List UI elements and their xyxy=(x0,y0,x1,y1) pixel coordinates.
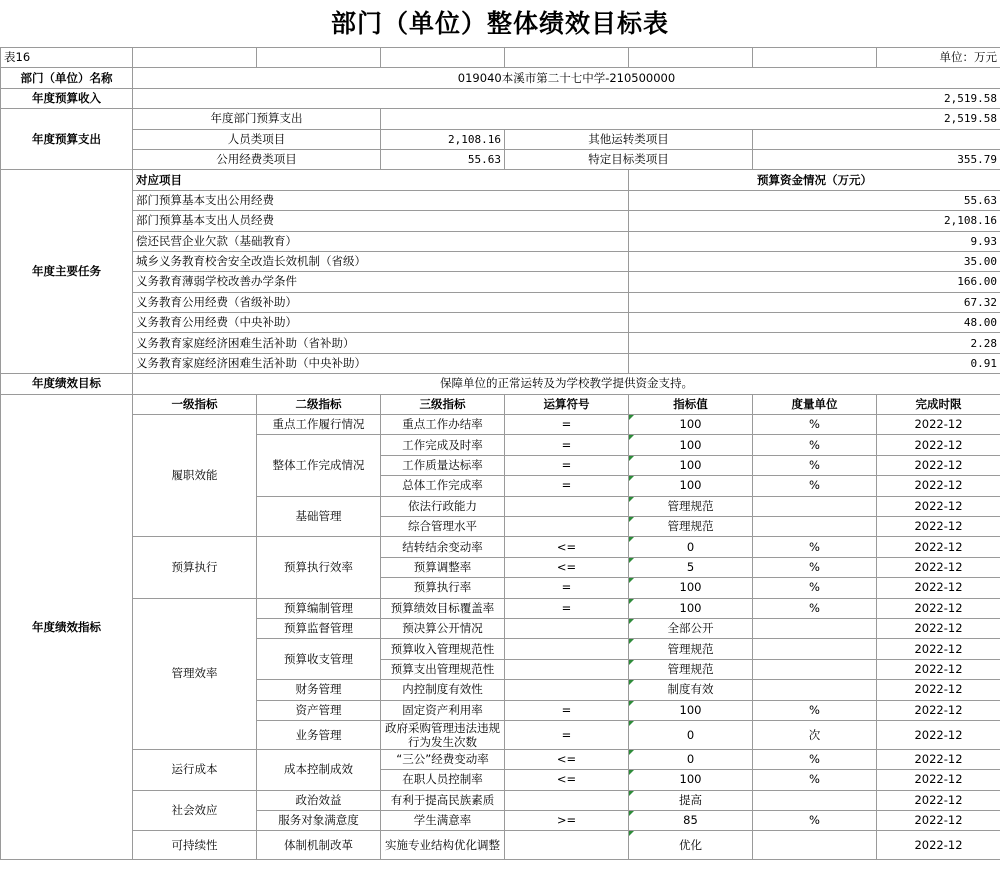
unit-label: 单位：万元 xyxy=(877,48,1000,68)
operator-cell: = xyxy=(505,476,629,496)
value-cell: 提高 xyxy=(629,790,753,810)
deadline-cell: 2022-12 xyxy=(877,659,1000,679)
tasks-label: 年度主要任务 xyxy=(1,170,133,374)
goal-row xyxy=(1,374,1000,394)
unit-cell: % xyxy=(753,557,877,577)
value-cell: 管理规范 xyxy=(629,659,753,679)
task-name: 义务教育家庭经济困难生活补助（省补助） xyxy=(133,333,629,353)
deadline-cell: 2022-12 xyxy=(877,770,1000,790)
task-value: 35.00 xyxy=(629,251,1000,271)
operator-cell xyxy=(505,516,629,536)
task-row xyxy=(1,251,1000,271)
col-header: 三级指标 xyxy=(381,394,505,414)
task-row xyxy=(1,272,1000,292)
operator-cell: = xyxy=(505,455,629,475)
level1-cell: 预算执行 xyxy=(133,537,257,598)
deadline-cell: 2022-12 xyxy=(877,537,1000,557)
task-value: 2.28 xyxy=(629,333,1000,353)
operator-cell xyxy=(505,680,629,700)
deadline-cell: 2022-12 xyxy=(877,435,1000,455)
col-header: 二级指标 xyxy=(257,394,381,414)
value-cell: 管理规范 xyxy=(629,639,753,659)
task-name: 城乡义务教育校舍安全改造长效机制（省级） xyxy=(133,251,629,271)
unit-cell: % xyxy=(753,435,877,455)
task-name: 偿还民营企业欠款（基础教育） xyxy=(133,231,629,251)
value-cell: 全部公开 xyxy=(629,618,753,638)
operator-cell: = xyxy=(505,598,629,618)
level3-cell: 政府采购管理违法违规行为发生次数 xyxy=(381,720,505,749)
level3-cell: 预算绩效目标覆盖率 xyxy=(381,598,505,618)
level3-cell: 在职人员控制率 xyxy=(381,770,505,790)
indicator-row xyxy=(1,415,1000,435)
level3-cell: 总体工作完成率 xyxy=(381,476,505,496)
operator-cell xyxy=(505,831,629,860)
other-label: 其他运转类项目 xyxy=(505,129,753,149)
task-name: 义务教育公用经费（省级补助） xyxy=(133,292,629,312)
task-value: 55.63 xyxy=(629,190,1000,210)
level2-cell: 预算执行效率 xyxy=(257,537,381,598)
deadline-cell: 2022-12 xyxy=(877,749,1000,769)
deadline-cell: 2022-12 xyxy=(877,455,1000,475)
income-label: 年度预算收入 xyxy=(1,88,133,108)
col-header: 一级指标 xyxy=(133,394,257,414)
task-row xyxy=(1,333,1000,353)
level2-cell: 预算收支管理 xyxy=(257,639,381,680)
deadline-cell: 2022-12 xyxy=(877,578,1000,598)
task-row xyxy=(1,231,1000,251)
value-cell: 100 xyxy=(629,598,753,618)
value-cell: 100 xyxy=(629,700,753,720)
unit-name-label: 部门（单位）名称 xyxy=(1,68,133,88)
level3-cell: 综合管理水平 xyxy=(381,516,505,536)
task-name: 义务教育薄弱学校改善办学条件 xyxy=(133,272,629,292)
task-row xyxy=(1,292,1000,312)
operator-cell xyxy=(505,659,629,679)
operator-cell xyxy=(505,618,629,638)
unit-cell xyxy=(753,831,877,860)
task-row xyxy=(1,313,1000,333)
value-cell: 100 xyxy=(629,455,753,475)
unit-cell: % xyxy=(753,770,877,790)
dept-expense-label: 年度部门预算支出 xyxy=(133,109,381,129)
operator-cell: = xyxy=(505,700,629,720)
table-number: 表16 xyxy=(1,48,133,68)
goal-text: 保障单位的正常运转及为学校教学提供资金支持。 xyxy=(133,374,1000,394)
unit-cell xyxy=(753,618,877,638)
level1-cell: 社会效应 xyxy=(133,790,257,831)
operator-cell: <= xyxy=(505,770,629,790)
level3-cell: 重点工作办结率 xyxy=(381,415,505,435)
value-cell: 管理规范 xyxy=(629,496,753,516)
expense-label: 年度预算支出 xyxy=(1,109,133,170)
level3-cell: 实施专业结构优化调整 xyxy=(381,831,505,860)
level3-cell: 有利于提高民族素质 xyxy=(381,790,505,810)
expense-row xyxy=(1,129,1000,149)
operator-cell: <= xyxy=(505,557,629,577)
deadline-cell: 2022-12 xyxy=(877,790,1000,810)
operator-cell: <= xyxy=(505,537,629,557)
level2-cell: 业务管理 xyxy=(257,720,381,749)
value-cell: 100 xyxy=(629,770,753,790)
value-cell: 0 xyxy=(629,537,753,557)
level2-cell: 预算编制管理 xyxy=(257,598,381,618)
tasks-col-budget: 预算资金情况（万元） xyxy=(629,170,1000,190)
unit-cell: % xyxy=(753,455,877,475)
indicator-row xyxy=(1,831,1000,860)
deadline-cell: 2022-12 xyxy=(877,639,1000,659)
level3-cell: 内控制度有效性 xyxy=(381,680,505,700)
tasks-header-row xyxy=(1,170,1000,190)
task-value: 48.00 xyxy=(629,313,1000,333)
indicator-row xyxy=(1,790,1000,810)
task-name: 义务教育公用经费（中央补助） xyxy=(133,313,629,333)
level3-cell: 结转结余变动率 xyxy=(381,537,505,557)
expense-row xyxy=(1,149,1000,169)
operator-cell: <= xyxy=(505,749,629,769)
public-label: 公用经费类项目 xyxy=(133,149,381,169)
unit-cell: % xyxy=(753,578,877,598)
unit-cell: % xyxy=(753,476,877,496)
level3-cell: 依法行政能力 xyxy=(381,496,505,516)
level1-cell: 运行成本 xyxy=(133,749,257,790)
col-header: 度量单位 xyxy=(753,394,877,414)
unit-cell xyxy=(753,659,877,679)
level3-cell: 学生满意率 xyxy=(381,811,505,831)
page-title: 部门（单位）整体绩效目标表 xyxy=(330,9,669,38)
unit-cell xyxy=(753,639,877,659)
level1-cell: 管理效率 xyxy=(133,598,257,749)
operator-cell: = xyxy=(505,415,629,435)
personnel-label: 人员类项目 xyxy=(133,129,381,149)
col-header: 运算符号 xyxy=(505,394,629,414)
personnel-value: 2,108.16 xyxy=(381,129,505,149)
task-name: 部门预算基本支出公用经费 xyxy=(133,190,629,210)
unit-cell xyxy=(753,516,877,536)
level2-cell: 财务管理 xyxy=(257,680,381,700)
operator-cell xyxy=(505,790,629,810)
unit-cell: % xyxy=(753,749,877,769)
level3-cell: 预算支出管理规范性 xyxy=(381,659,505,679)
level3-cell: “三公”经费变动率 xyxy=(381,749,505,769)
value-cell: 100 xyxy=(629,435,753,455)
special-label: 特定目标类项目 xyxy=(505,149,753,169)
unit-cell: % xyxy=(753,811,877,831)
operator-cell xyxy=(505,496,629,516)
value-cell: 管理规范 xyxy=(629,516,753,536)
value-cell: 0 xyxy=(629,720,753,749)
task-row xyxy=(1,190,1000,210)
deadline-cell: 2022-12 xyxy=(877,598,1000,618)
level2-cell: 资产管理 xyxy=(257,700,381,720)
performance-target-table xyxy=(0,47,1000,860)
level2-cell: 成本控制成效 xyxy=(257,749,381,790)
deadline-cell: 2022-12 xyxy=(877,720,1000,749)
task-value: 0.91 xyxy=(629,353,1000,373)
unit-cell: % xyxy=(753,537,877,557)
level3-cell: 工作质量达标率 xyxy=(381,455,505,475)
level3-cell: 预算执行率 xyxy=(381,578,505,598)
value-cell: 100 xyxy=(629,578,753,598)
value-cell: 制度有效 xyxy=(629,680,753,700)
deadline-cell: 2022-12 xyxy=(877,618,1000,638)
level3-cell: 固定资产利用率 xyxy=(381,700,505,720)
task-value: 67.32 xyxy=(629,292,1000,312)
goal-label: 年度绩效目标 xyxy=(1,374,133,394)
unit-cell: % xyxy=(753,700,877,720)
level2-cell: 整体工作完成情况 xyxy=(257,435,381,496)
unit-name-row xyxy=(1,68,1000,88)
income-row xyxy=(1,88,1000,108)
task-row xyxy=(1,353,1000,373)
level2-cell: 重点工作履行情况 xyxy=(257,415,381,435)
task-name: 部门预算基本支出人员经费 xyxy=(133,211,629,231)
income-value: 2,519.58 xyxy=(133,88,1000,108)
value-cell: 100 xyxy=(629,476,753,496)
task-value: 9.93 xyxy=(629,231,1000,251)
value-cell: 85 xyxy=(629,811,753,831)
dept-expense-value: 2,519.58 xyxy=(381,109,1000,129)
unit-cell xyxy=(753,790,877,810)
deadline-cell: 2022-12 xyxy=(877,516,1000,536)
unit-cell xyxy=(753,680,877,700)
level3-cell: 预决算公开情况 xyxy=(381,618,505,638)
operator-cell: >= xyxy=(505,811,629,831)
deadline-cell: 2022-12 xyxy=(877,831,1000,860)
deadline-cell: 2022-12 xyxy=(877,811,1000,831)
meta-row xyxy=(1,48,1000,68)
unit-cell: % xyxy=(753,415,877,435)
tasks-col-project: 对应项目 xyxy=(133,170,629,190)
deadline-cell: 2022-12 xyxy=(877,700,1000,720)
deadline-cell: 2022-12 xyxy=(877,415,1000,435)
task-name: 义务教育家庭经济困难生活补助（中央补助） xyxy=(133,353,629,373)
task-value: 2,108.16 xyxy=(629,211,1000,231)
special-value: 355.79 xyxy=(753,149,1000,169)
indicator-row xyxy=(1,598,1000,618)
indicators-label: 年度绩效指标 xyxy=(1,394,133,860)
task-row xyxy=(1,211,1000,231)
operator-cell: = xyxy=(505,435,629,455)
operator-cell xyxy=(505,639,629,659)
level2-cell: 基础管理 xyxy=(257,496,381,537)
indicator-row xyxy=(1,537,1000,557)
level2-cell: 服务对象满意度 xyxy=(257,811,381,831)
col-header: 指标值 xyxy=(629,394,753,414)
level2-cell: 体制机制改革 xyxy=(257,831,381,860)
level2-cell: 政治效益 xyxy=(257,790,381,810)
deadline-cell: 2022-12 xyxy=(877,680,1000,700)
col-header: 完成时限 xyxy=(877,394,1000,414)
unit-cell: 次 xyxy=(753,720,877,749)
level3-cell: 预算收入管理规范性 xyxy=(381,639,505,659)
unit-name-value: 019040本溪市第二十七中学-210500000 xyxy=(133,68,1000,88)
public-value: 55.63 xyxy=(381,149,505,169)
task-value: 166.00 xyxy=(629,272,1000,292)
deadline-cell: 2022-12 xyxy=(877,476,1000,496)
unit-cell xyxy=(753,496,877,516)
level3-cell: 预算调整率 xyxy=(381,557,505,577)
indicator-header-row xyxy=(1,394,1000,414)
level3-cell: 工作完成及时率 xyxy=(381,435,505,455)
other-value xyxy=(753,129,1000,149)
expense-row xyxy=(1,109,1000,129)
deadline-cell: 2022-12 xyxy=(877,557,1000,577)
value-cell: 5 xyxy=(629,557,753,577)
value-cell: 0 xyxy=(629,749,753,769)
value-cell: 优化 xyxy=(629,831,753,860)
level1-cell: 可持续性 xyxy=(133,831,257,860)
deadline-cell: 2022-12 xyxy=(877,496,1000,516)
level2-cell: 预算监督管理 xyxy=(257,618,381,638)
indicator-row xyxy=(1,749,1000,769)
level1-cell: 履职效能 xyxy=(133,415,257,537)
unit-cell: % xyxy=(753,598,877,618)
operator-cell: = xyxy=(505,720,629,749)
value-cell: 100 xyxy=(629,415,753,435)
operator-cell: = xyxy=(505,578,629,598)
